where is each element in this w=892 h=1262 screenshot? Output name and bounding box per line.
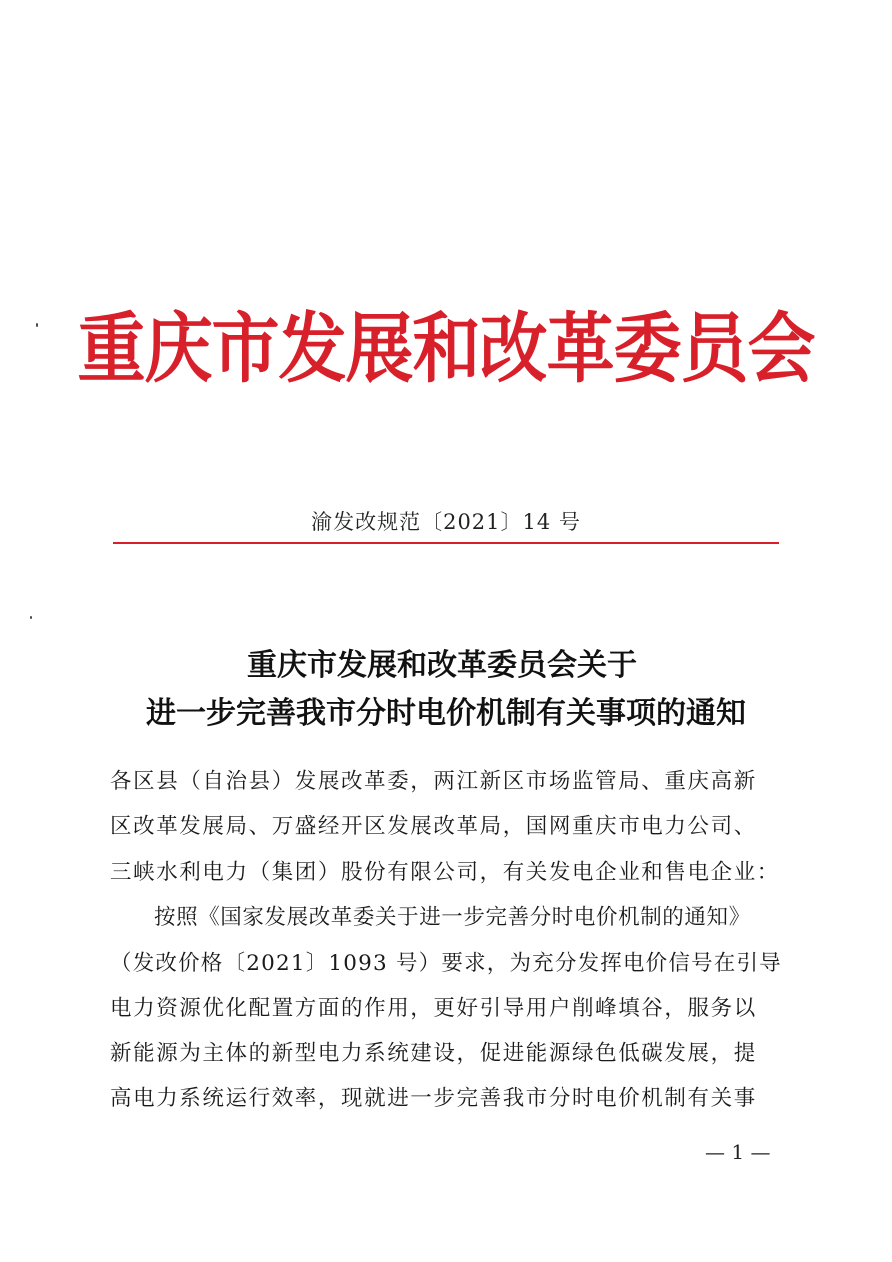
scan-speck <box>30 616 32 619</box>
document-number: 渝发改规范〔2021〕14 号 <box>311 510 581 534</box>
notice-title-line-1: 重庆市发展和改革委员会关于 <box>247 648 637 683</box>
body-line: 电力资源优化配置方面的作用，更好引导用户削峰填谷，服务以 <box>110 996 757 1021</box>
scan-speck <box>36 323 38 327</box>
body-line: 区改革发展局、万盛经开区发展改革局，国网重庆市电力公司、 <box>110 814 757 839</box>
body-line: 高电力系统运行效率，现就进一步完善我市分时电价机制有关事 <box>110 1086 757 1111</box>
notice-title-line-2: 进一步完善我市分时电价机制有关事项的通知 <box>146 696 746 731</box>
body-line: 三峡水利电力（集团）股份有限公司，有关发电企业和售电企业： <box>110 860 780 885</box>
body-line: 各区县（自治县）发展改革委，两江新区市场监管局、重庆高新 <box>110 769 757 794</box>
red-divider-line <box>113 542 779 544</box>
issuing-authority-header: 重庆市发展和改革委员会 <box>77 305 815 395</box>
body-line: （发改价格〔2021〕1093 号）要求，为充分发挥电价信号在引导 <box>110 951 782 976</box>
page-number: — 1 — <box>705 1140 771 1164</box>
body-line: 新能源为主体的新型电力系统建设，促进能源绿色低碳发展，提 <box>110 1041 757 1066</box>
body-line: 按照《国家发展改革委关于进一步完善分时电价机制的通知》 <box>154 905 751 930</box>
